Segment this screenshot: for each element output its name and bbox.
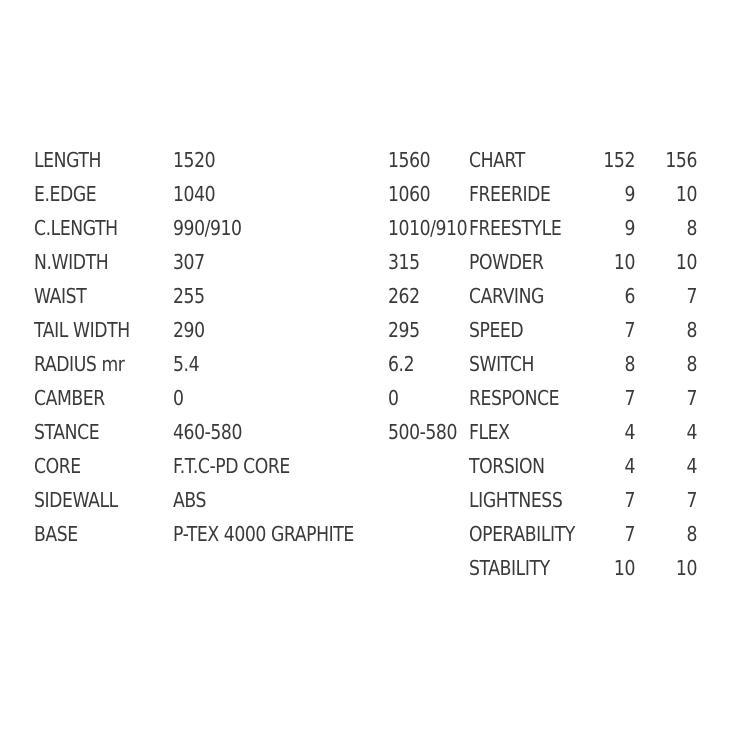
- spec-label: TAIL WIDTH: [34, 318, 130, 342]
- spec-value-1560: 262: [388, 284, 420, 308]
- rating-value-156: 10: [675, 250, 698, 274]
- spec-table: [34, 143, 498, 551]
- spec-value-1560: [388, 449, 480, 483]
- spec-value-1560: [388, 483, 480, 517]
- rating-value-152: 7: [624, 318, 636, 342]
- table-row: [469, 279, 697, 313]
- rating-label: STABILITY: [469, 556, 550, 580]
- table-row: [469, 551, 697, 585]
- spec-label: WAIST: [34, 284, 87, 308]
- table-row: [34, 177, 498, 211]
- spec-label: RADIUS mr: [34, 352, 125, 376]
- rating-value-156: 10: [675, 556, 698, 580]
- table-row: [469, 211, 697, 245]
- spec-value-1520: 0: [173, 386, 184, 410]
- rating-value-152: 7: [624, 386, 636, 410]
- spec-value-1520: F.T.C-PD CORE: [173, 454, 290, 478]
- rating-table: [469, 143, 697, 585]
- table-row: [34, 381, 498, 415]
- table-row: [469, 381, 697, 415]
- rating-value-152: 7: [624, 488, 636, 512]
- table-row: [469, 483, 697, 517]
- spec-label: CAMBER: [34, 386, 105, 410]
- rating-value-156: 8: [686, 216, 698, 240]
- spec-value-1560: 6.2: [388, 352, 415, 376]
- rating-value-156: 8: [686, 352, 698, 376]
- spec-value-1520: 1040: [173, 182, 216, 206]
- table-row: [34, 517, 498, 551]
- rating-value-156: 156: [665, 148, 698, 172]
- rating-value-156: 7: [686, 488, 698, 512]
- rating-value-152: 10: [613, 556, 636, 580]
- rating-value-152: 8: [624, 352, 636, 376]
- rating-value-156: 10: [675, 182, 698, 206]
- rating-value-156: 4: [686, 420, 698, 444]
- table-row: [469, 347, 697, 381]
- rating-value-156: 8: [686, 522, 698, 546]
- table-row: [34, 449, 498, 483]
- rating-label: FREERIDE: [469, 182, 551, 206]
- spec-value-1520: 307: [173, 250, 205, 274]
- spec-value-1560: 1010/910: [388, 216, 468, 240]
- table-row: [34, 143, 498, 177]
- rating-label: SPEED: [469, 318, 524, 342]
- spec-value-1560: 315: [388, 250, 420, 274]
- table-row: [34, 211, 498, 245]
- spec-value-1520: ABS: [173, 488, 206, 512]
- spec-value-1520: 290: [173, 318, 205, 342]
- rating-label: SWITCH: [469, 352, 535, 376]
- rating-label: TORSION: [469, 454, 545, 478]
- table-row: [34, 279, 498, 313]
- spec-value-1520: 255: [173, 284, 205, 308]
- rating-label: LIGHTNESS: [469, 488, 563, 512]
- rating-label: CHART: [469, 148, 525, 172]
- table-row: [469, 517, 697, 551]
- rating-value-152: 4: [624, 454, 636, 478]
- spec-value-1520: 5.4: [173, 352, 200, 376]
- table-row: [469, 143, 697, 177]
- spec-label: BASE: [34, 522, 78, 546]
- spec-value-1560: 295: [388, 318, 420, 342]
- spec-value-1560: 1560: [388, 148, 431, 172]
- rating-value-152: 9: [624, 182, 636, 206]
- spec-label: LENGTH: [34, 148, 102, 172]
- rating-label: FREESTYLE: [469, 216, 562, 240]
- rating-value-156: 8: [686, 318, 698, 342]
- spec-label: SIDEWALL: [34, 488, 118, 512]
- rating-value-152: 6: [624, 284, 636, 308]
- table-row: [469, 245, 697, 279]
- rating-value-156: 7: [686, 386, 698, 410]
- rating-label: CARVING: [469, 284, 544, 308]
- spec-label: CORE: [34, 454, 81, 478]
- spec-value-1560: 500-580: [388, 420, 458, 444]
- table-row: [469, 449, 697, 483]
- spec-value-1520: 1520: [173, 148, 216, 172]
- rating-label: RESPONCE: [469, 386, 560, 410]
- table-row: [469, 177, 697, 211]
- rating-value-152: 152: [603, 148, 636, 172]
- table-row: [469, 313, 697, 347]
- spec-label: N.WIDTH: [34, 250, 109, 274]
- rating-value-152: 7: [624, 522, 636, 546]
- rating-value-152: 9: [624, 216, 636, 240]
- spec-value-1560: 1060: [388, 182, 431, 206]
- spec-label: E.EDGE: [34, 182, 97, 206]
- rating-label: FLEX: [469, 420, 510, 444]
- rating-label: OPERABILITY: [469, 522, 575, 546]
- rating-value-152: 10: [613, 250, 636, 274]
- table-row: [34, 313, 498, 347]
- spec-label: STANCE: [34, 420, 100, 444]
- spec-value-1520: P-TEX 4000 GRAPHITE: [173, 522, 354, 546]
- table-row: [34, 415, 498, 449]
- rating-label: POWDER: [469, 250, 544, 274]
- rating-value-156: 4: [686, 454, 698, 478]
- spec-value-1520: 460-580: [173, 420, 243, 444]
- table-row: [34, 483, 498, 517]
- table-row: [34, 347, 498, 381]
- spec-value-1520: 990/910: [173, 216, 242, 240]
- table-row: [34, 245, 498, 279]
- spec-label: C.LENGTH: [34, 216, 118, 240]
- table-row: [469, 415, 697, 449]
- spec-value-1560: [388, 517, 480, 551]
- rating-value-152: 4: [624, 420, 636, 444]
- rating-value-156: 7: [686, 284, 698, 308]
- spec-value-1560: 0: [388, 386, 399, 410]
